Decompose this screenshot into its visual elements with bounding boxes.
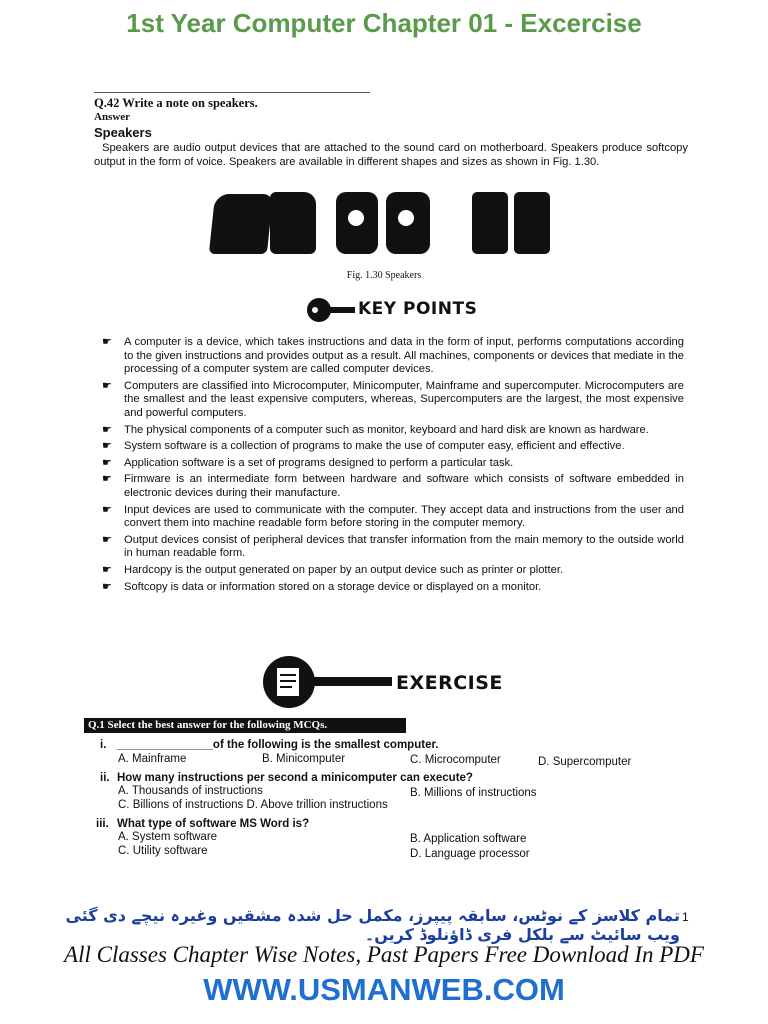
mcq-option: A. Mainframe	[118, 753, 187, 765]
pointing-hand-icon: ☛	[102, 379, 112, 392]
key-points-list	[100, 336, 684, 597]
list-item: ☛ Output devices consist of peripheral devices that transfer information from the main memory to the outside world in human readable form.	[102, 533, 684, 560]
speakers-paragraph: Speakers are audio output devices that are attached to the sound card on motherboard. Speakers produce softcopy output in the form of voice. Speakers are available in different shapes and sizes as shown in Fig. 1.30.	[94, 142, 688, 168]
mcq-option: C. Utility software	[118, 845, 208, 857]
key-icon	[305, 296, 355, 324]
mcq-question: How many instructions per second a minicomputer can execute?	[117, 772, 473, 784]
list-item: ☛ Application software is a set of programs designed to perform a particular task.	[102, 456, 514, 469]
list-item: ☛ The physical components of a computer such as monitor, keyboard and hard disk are known as hardware.	[102, 423, 649, 436]
notepad-icon	[262, 655, 392, 709]
list-item: ☛ Firmware is an intermediate form between hardware and software which consists of software embedded in electronic devices during their manufacture.	[102, 473, 684, 499]
promo-text: All Classes Chapter Wise Notes, Past Papers Free Download In PDF	[64, 942, 704, 967]
list-item: ☛ Hardcopy is the output generated on paper by an output device such as printer or plotter.	[102, 563, 564, 576]
list-item: ☛ A computer is a device, which takes instructions and data in the form of input, performs computations according to the given instructions and provides output as a result. All machines, components or devices that mediate in the processing of a computer system are called computer devices.	[102, 336, 684, 376]
list-item: ☛ Softcopy is data or information stored on a storage device or displayed on a monitor.	[102, 580, 542, 593]
speaker-image	[209, 194, 273, 254]
page-title: 1st Year Computer Chapter 01 - Excercise	[126, 8, 642, 38]
mcq-option: B. Application software	[410, 833, 527, 845]
speakers-subheading: Speakers	[94, 125, 152, 140]
list-item: ☛ Computers are classified into Microcomputer, Minicomputer, Mainframe and supercomputer. Microcomputers are the smallest and the least expensive computers, whereas, Supercomputers are the largest, the most expensive and powerful computers.	[102, 379, 684, 419]
speaker-image	[514, 192, 550, 254]
answer-label: Answer	[94, 111, 131, 123]
mcq-option: B. Millions of instructions	[410, 787, 537, 799]
pointing-hand-icon: ☛	[102, 440, 112, 453]
mcq-option: A. Thousands of instructions	[118, 785, 263, 797]
speaker-image	[386, 192, 430, 254]
pointing-hand-icon: ☛	[102, 580, 112, 593]
pointing-hand-icon: ☛	[102, 563, 112, 576]
pointing-hand-icon: ☛	[102, 503, 112, 516]
pointing-hand-icon: ☛	[102, 423, 112, 436]
speaker-image	[472, 192, 508, 254]
mcq-question: _______________of the following is the smallest computer.	[117, 739, 439, 751]
exercise-title: EXERCISE	[396, 672, 503, 694]
mcq-number: ii.	[100, 772, 110, 784]
divider	[94, 92, 370, 93]
urdu-promo-text: تمام کلاسز کے نوٹس، سابقہ پیپرز، مکمل حل شدہ مشقیں وغیرہ نیچے دی گئی ویب سائیٹ سے بلکل فری ڈاؤنلوڈ کریں۔	[65, 906, 680, 944]
pointing-hand-icon: ☛	[102, 336, 112, 348]
speaker-image	[270, 192, 316, 254]
mcq-option: A. System software	[118, 831, 218, 843]
mcq-number: iii.	[96, 818, 109, 830]
mcq-option: B. Minicomputer	[262, 753, 346, 765]
mcq-number: i.	[100, 739, 107, 751]
list-item: ☛ Input devices are used to communicate with the computer. They accept data and instructions from the user and convert them into machine readable form before storing in the computer memory.	[102, 503, 684, 530]
speaker-image	[336, 192, 378, 254]
figure-caption: Fig. 1.30 Speakers	[346, 270, 422, 281]
speakers-figure	[210, 190, 570, 260]
mcq-option: D. Supercomputer	[538, 756, 632, 768]
mcq-option: C. Microcomputer	[410, 754, 501, 766]
page-number: 1	[682, 910, 689, 924]
mcq-question: What type of software MS Word is?	[117, 818, 310, 830]
list-item: ☛ System software is a collection of programs to make the use of computer easy, efficient and effective.	[102, 440, 625, 453]
pointing-hand-icon: ☛	[102, 456, 112, 469]
website-link[interactable]: WWW.USMANWEB.COM	[203, 972, 565, 1007]
mcq-option: D. Language processor	[410, 848, 530, 860]
mcq-option: C. Billions of instructions D. Above trillion instructions	[118, 799, 388, 811]
q1-heading: Q.1 Select the best answer for the following MCQs.	[84, 718, 406, 733]
question-heading: Q.42 Write a note on speakers.	[94, 96, 258, 110]
pointing-hand-icon: ☛	[102, 473, 112, 486]
pointing-hand-icon: ☛	[102, 533, 112, 546]
key-points-title: KEY POINTS	[358, 299, 478, 319]
